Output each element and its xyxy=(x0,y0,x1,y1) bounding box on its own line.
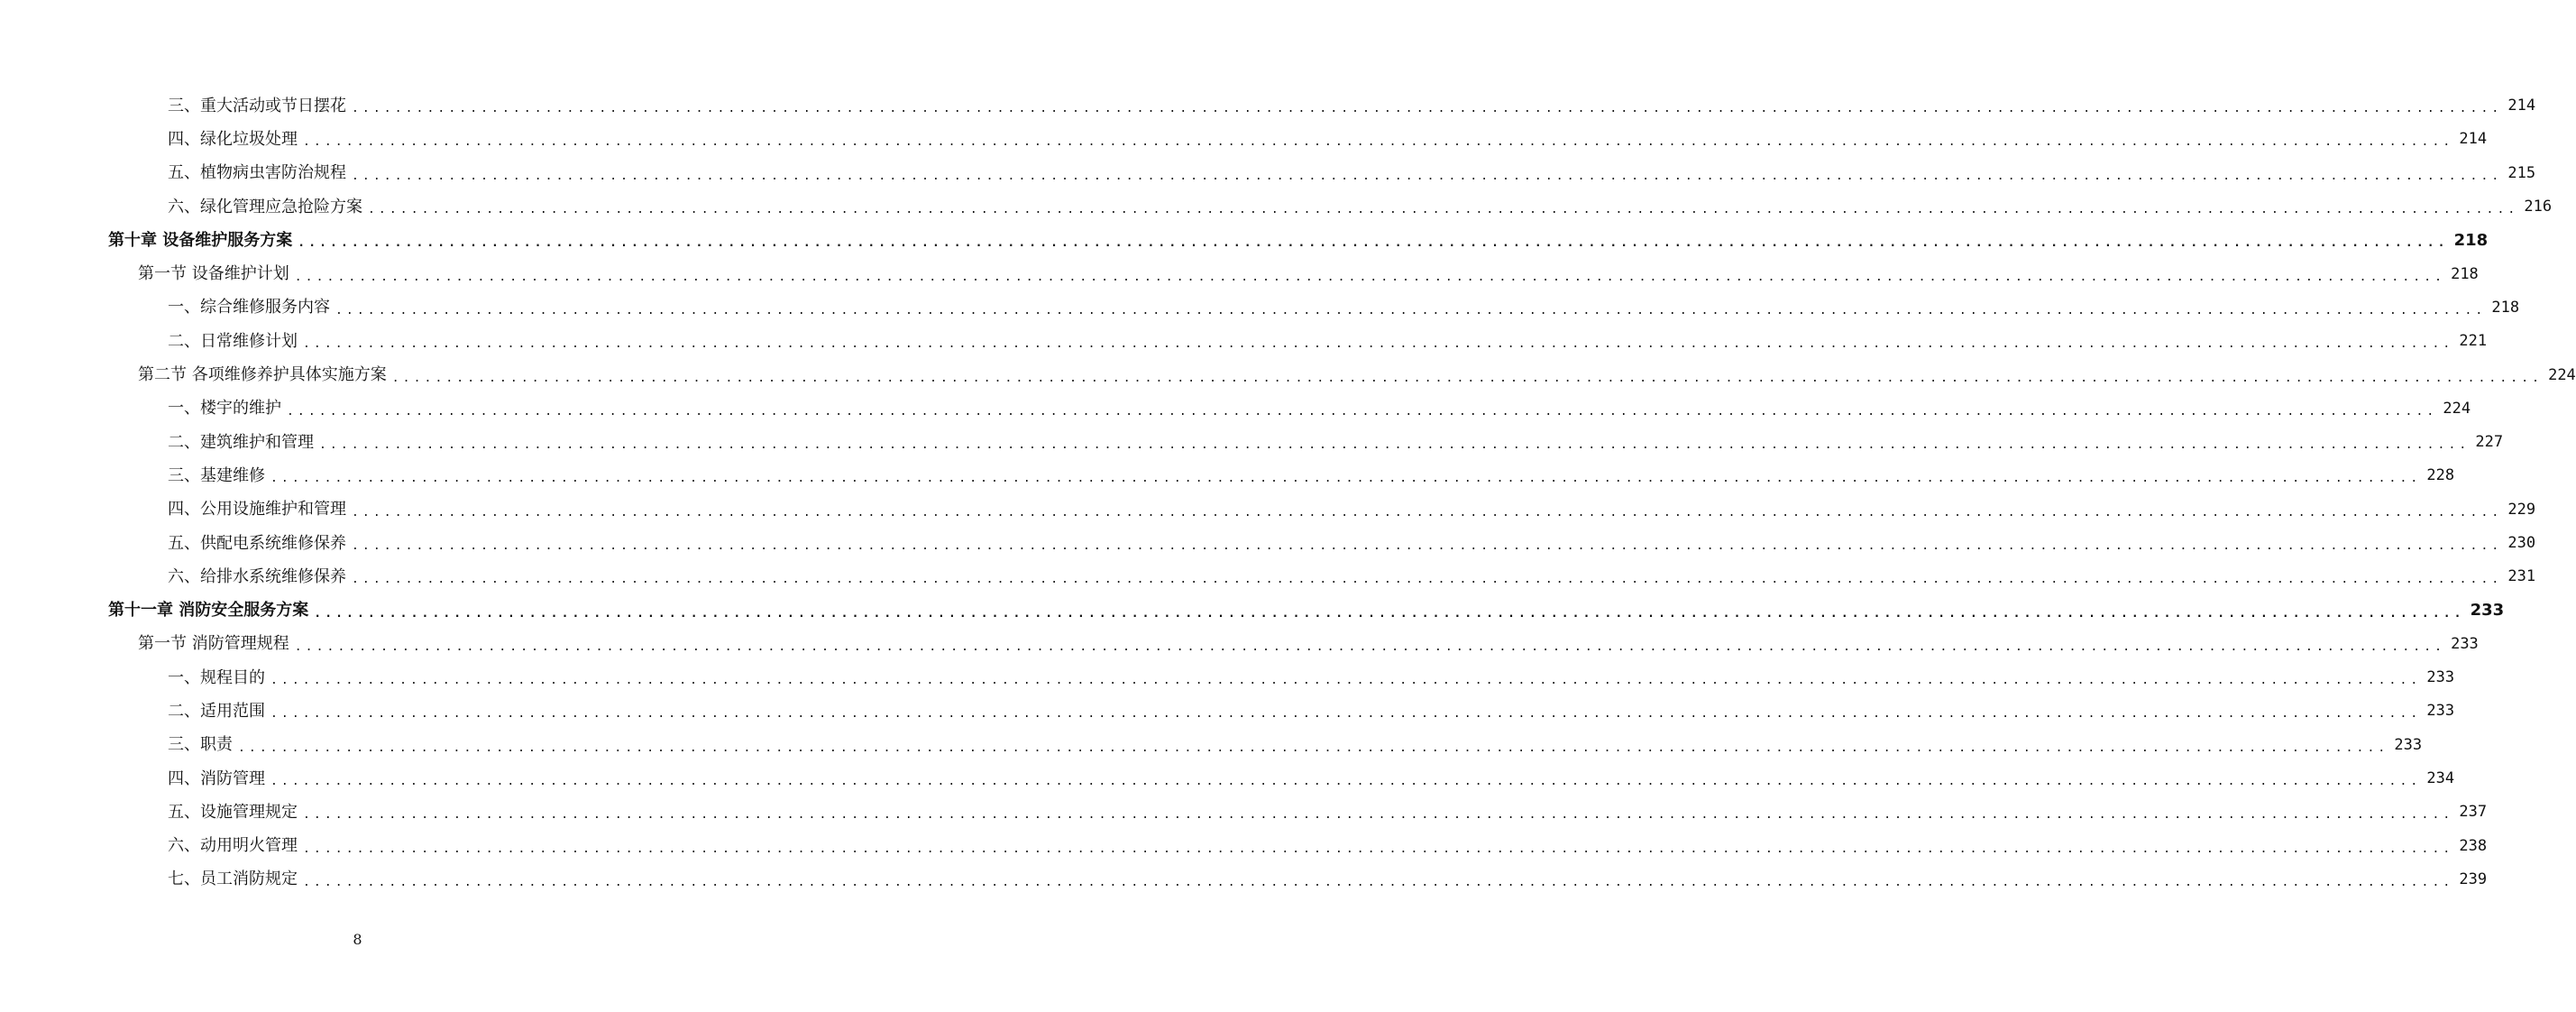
toc-entry-title: 二、适用范围 xyxy=(168,701,265,721)
toc-dot-leader: ........................................................................................................................................................................................................ xyxy=(270,674,2422,688)
toc-dot-leader: ........................................................................................................................................................................................................ xyxy=(294,270,2446,284)
toc-dot-leader: ........................................................................................................................................................................................................ xyxy=(303,337,2454,352)
toc-dot-leader: ........................................................................................................................................................................................................ xyxy=(303,808,2454,823)
toc-dot-leader: ........................................................................................................................................................................................................ xyxy=(298,236,2449,251)
toc-dot-leader: ........................................................................................................................................................................................................ xyxy=(335,303,2487,317)
toc-entry-page-number: 231 xyxy=(2507,567,2536,586)
toc-entry-section[interactable] xyxy=(0,358,2576,391)
toc-entry-page-number: 224 xyxy=(2443,399,2471,418)
toc-entry-page-number: 229 xyxy=(2507,500,2536,519)
toc-entry-title: 二、日常维修计划 xyxy=(168,331,298,351)
toc-entry-title: 一、楼宇的维护 xyxy=(168,399,281,419)
toc-dot-leader: ........................................................................................................................................................................................................ xyxy=(270,472,2422,486)
toc-entry-title: 第一节 设备维护计划 xyxy=(138,264,289,284)
table-of-contents xyxy=(0,89,2576,897)
toc-entry-title: 三、基建维修 xyxy=(168,465,265,485)
toc-entry-item[interactable] xyxy=(0,560,2536,593)
toc-dot-leader: ........................................................................................................................................................................................................ xyxy=(270,775,2422,789)
toc-dot-leader: ........................................................................................................................................................................................................ xyxy=(352,539,2503,553)
toc-entry-title: 六、给排水系统维修保养 xyxy=(168,566,346,586)
toc-entry-title: 三、重大活动或节日摆花 xyxy=(168,96,346,115)
toc-entry-item[interactable] xyxy=(0,493,2536,527)
toc-entry-item[interactable] xyxy=(0,459,2455,492)
toc-entry-item[interactable] xyxy=(0,729,2423,762)
toc-dot-leader: ........................................................................................................................................................................................................ xyxy=(303,875,2454,889)
toc-dot-leader: ........................................................................................................................................................................................................ xyxy=(314,606,2465,621)
toc-entry-page-number: 234 xyxy=(2426,769,2455,788)
toc-entry-page-number: 237 xyxy=(2459,803,2488,822)
toc-entry-item[interactable] xyxy=(0,830,2488,863)
toc-entry-title: 一、规程目的 xyxy=(168,667,265,687)
toc-entry-page-number: 233 xyxy=(2426,702,2455,721)
toc-dot-leader: ........................................................................................................................................................................................................ xyxy=(391,371,2544,385)
toc-entry-page-number: 233 xyxy=(2426,668,2455,687)
toc-entry-title: 第十章 设备维护服务方案 xyxy=(108,230,293,250)
toc-dot-leader: ........................................................................................................................................................................................................ xyxy=(303,842,2454,856)
toc-dot-leader: ........................................................................................................................................................................................................ xyxy=(270,707,2422,722)
toc-entry-page-number: 233 xyxy=(2394,735,2423,754)
toc-entry-page-number: 224 xyxy=(2548,365,2576,384)
toc-entry-title: 四、消防管理 xyxy=(168,768,265,788)
toc-entry-item[interactable] xyxy=(0,426,2504,459)
toc-dot-leader: ........................................................................................................................................................................................................ xyxy=(352,102,2503,116)
toc-entry-title: 七、员工消防规定 xyxy=(168,869,298,889)
toc-entry-page-number: 215 xyxy=(2507,163,2536,182)
toc-entry-page-number: 221 xyxy=(2459,332,2488,351)
toc-entry-title: 第二节 各项维修养护具体实施方案 xyxy=(138,365,387,385)
toc-entry-item[interactable] xyxy=(0,392,2471,426)
toc-entry-title: 第十一章 消防安全服务方案 xyxy=(108,601,309,621)
toc-entry-title: 三、职责 xyxy=(168,735,233,755)
toc-entry-page-number: 216 xyxy=(2524,198,2553,216)
toc-entry-chapter[interactable] xyxy=(0,593,2505,627)
toc-entry-item[interactable] xyxy=(0,762,2455,796)
toc-entry-page-number: 233 xyxy=(2451,634,2479,653)
toc-entry-item[interactable] xyxy=(0,796,2488,829)
toc-entry-page-number: 214 xyxy=(2507,97,2536,115)
toc-entry-title: 五、设施管理规定 xyxy=(168,802,298,822)
toc-dot-leader: ........................................................................................................................................................................................................ xyxy=(352,505,2503,520)
page-number: 8 xyxy=(353,931,362,948)
toc-entry-item[interactable] xyxy=(0,123,2488,156)
toc-entry-section[interactable] xyxy=(0,257,2479,290)
toc-entry-section[interactable] xyxy=(0,628,2479,661)
toc-dot-leader: ........................................................................................................................................................................................................ xyxy=(319,438,2471,453)
toc-entry-title: 第一节 消防管理规程 xyxy=(138,634,289,654)
toc-dot-leader: ........................................................................................................................................................................................................ xyxy=(352,169,2503,183)
toc-entry-item[interactable] xyxy=(0,325,2488,358)
toc-dot-leader: ........................................................................................................................................................................................................ xyxy=(238,741,2389,755)
toc-dot-leader: ........................................................................................................................................................................................................ xyxy=(303,135,2454,150)
toc-entry-item[interactable] xyxy=(0,291,2520,325)
toc-dot-leader: ........................................................................................................................................................................................................ xyxy=(294,639,2446,654)
toc-entry-page-number: 230 xyxy=(2507,534,2536,552)
toc-entry-item[interactable] xyxy=(0,190,2553,224)
toc-entry-page-number: 218 xyxy=(2453,230,2489,250)
toc-entry-title: 六、绿化管理应急抢险方案 xyxy=(168,197,362,216)
toc-entry-item[interactable] xyxy=(0,157,2536,190)
toc-entry-item[interactable] xyxy=(0,863,2488,897)
toc-dot-leader: ........................................................................................................................................................................................................ xyxy=(352,573,2503,587)
toc-entry-page-number: 233 xyxy=(2470,601,2505,621)
toc-entry-page-number: 218 xyxy=(2451,264,2479,283)
toc-entry-page-number: 238 xyxy=(2459,836,2488,855)
toc-entry-title: 二、建筑维护和管理 xyxy=(168,432,314,452)
toc-entry-title: 四、公用设施维护和管理 xyxy=(168,500,346,520)
toc-entry-page-number: 228 xyxy=(2426,466,2455,485)
toc-entry-page-number: 227 xyxy=(2475,433,2504,452)
toc-entry-item[interactable] xyxy=(0,695,2455,728)
toc-entry-item[interactable] xyxy=(0,89,2536,123)
toc-entry-page-number: 239 xyxy=(2459,869,2488,888)
toc-entry-title: 五、供配电系统维修保养 xyxy=(168,533,346,553)
toc-entry-item[interactable] xyxy=(0,661,2455,695)
toc-entry-chapter[interactable] xyxy=(0,224,2489,257)
toc-entry-page-number: 214 xyxy=(2459,130,2488,149)
toc-entry-title: 一、综合维修服务内容 xyxy=(168,298,330,317)
toc-entry-title: 六、动用明火管理 xyxy=(168,836,298,856)
toc-dot-leader: ........................................................................................................................................................................................................ xyxy=(368,203,2519,217)
toc-entry-title: 五、植物病虫害防治规程 xyxy=(168,163,346,183)
toc-entry-item[interactable] xyxy=(0,527,2536,560)
toc-dot-leader: ........................................................................................................................................................................................................ xyxy=(287,404,2438,419)
toc-entry-page-number: 218 xyxy=(2491,298,2520,317)
toc-entry-title: 四、绿化垃圾处理 xyxy=(168,129,298,149)
